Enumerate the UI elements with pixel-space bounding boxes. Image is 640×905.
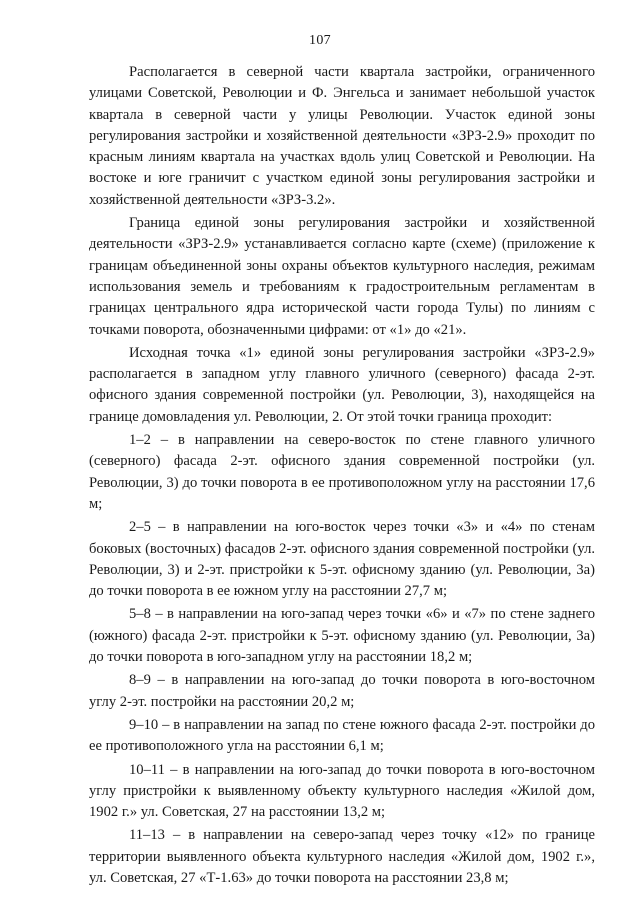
page-number: 107 bbox=[309, 33, 331, 48]
paragraph-segment-8-9: 8–9 – в направлении на юго-запад до точки поворота в юго-восточном углу 2-эт. постройки на расстоянии 20,2 м; bbox=[89, 672, 595, 710]
document-body bbox=[89, 62, 595, 889]
paragraph-segment-1-2: 1–2 – в направлении на северо-восток по стене главного уличного (северного) фасада 2-эт. офисного здания современной постройки (ул. Революции, 3) до точки поворота в ее противоположном углу на расстоянии 17,6 м; bbox=[89, 432, 595, 512]
paragraph-segment-5-8: 5–8 – в направлении на юго-запад через точки «6» и «7» по стене заднего (южного) фасада 2-эт. пристройки к 5-эт. офисному зданию (ул. Революции, 3а) до точки поворота в юго-западном углу на расстоянии 18,2 м; bbox=[89, 606, 595, 666]
paragraph-segment-2-5: 2–5 – в направлении на юго-восток через точки «3» и «4» по стенам боковых (восточных) фасадов 2-эт. офисного здания современной постройки (ул. Революции, 3) и 2-эт. пристройки к 5-эт. офисному зданию (ул. Революции, 3а) до точки поворота в ее южном углу на расстоянии 27,7 м; bbox=[89, 519, 595, 600]
paragraph-location: Располагается в северной части квартала застройки, ограниченного улицами Советской, Революции и Ф. Энгельса и занимает небольшой участок квартала в северной части у улицы Революции. Участок единой зоны регулирования застройки и хозяйственной деятельности «ЗРЗ-2.9» проходит по красным линиям квартала на участках вдоль улиц Советской и Революции. На востоке и юге граничит с участком единой зоны регулирования застройки и хозяйственной деятельности «ЗРЗ-3.2». bbox=[89, 64, 595, 208]
paragraph-segment-9-10: 9–10 – в направлении на запад по стене южного фасада 2-эт. постройки до ее противоположного угла на расстоянии 6,1 м; bbox=[89, 716, 595, 755]
paragraph-segment-10-11: 10–11 – в направлении на юго-запад до точки поворота в юго-восточном углу пристройки к выявленному объекту культурного наследия «Жилой дом, 1902 г.» ул. Советская, 27 на расстоянии 13,2 м; bbox=[89, 761, 595, 821]
paragraph-segment-11-13: 11–13 – в направлении на северо-запад через точку «12» по границе территории выявленного объекта культурного наследия «Жилой дом, 1902 г.», ул. Советская, 27 «Т-1.63» до точки поворота на расстоянии 23,8 м; bbox=[89, 827, 595, 886]
paragraph-starting-point: Исходная точка «1» единой зоны регулирования застройки «ЗРЗ-2.9» располагается в западном углу главного уличного (северного) фасада 2-эт. офисного здания современной постройки (ул. Революции, 3), находящейся на границе домовладения ул. Революции, 2. От этой точки граница проходит: bbox=[89, 344, 595, 425]
paragraph-boundary-definition: Граница единой зоны регулирования застройки и хозяйственной деятельности «ЗРЗ-2.9» устанавливается согласно карте (схеме) (приложение к границам объединенной зоны охраны объектов культурного наследия, режимам использования земель и требованиям к градостроительным регламентам в границах центрального ядра исторической части города Тулы) по линиям с точками поворота, обозначенными цифрами: от «1» до «21». bbox=[89, 215, 595, 338]
